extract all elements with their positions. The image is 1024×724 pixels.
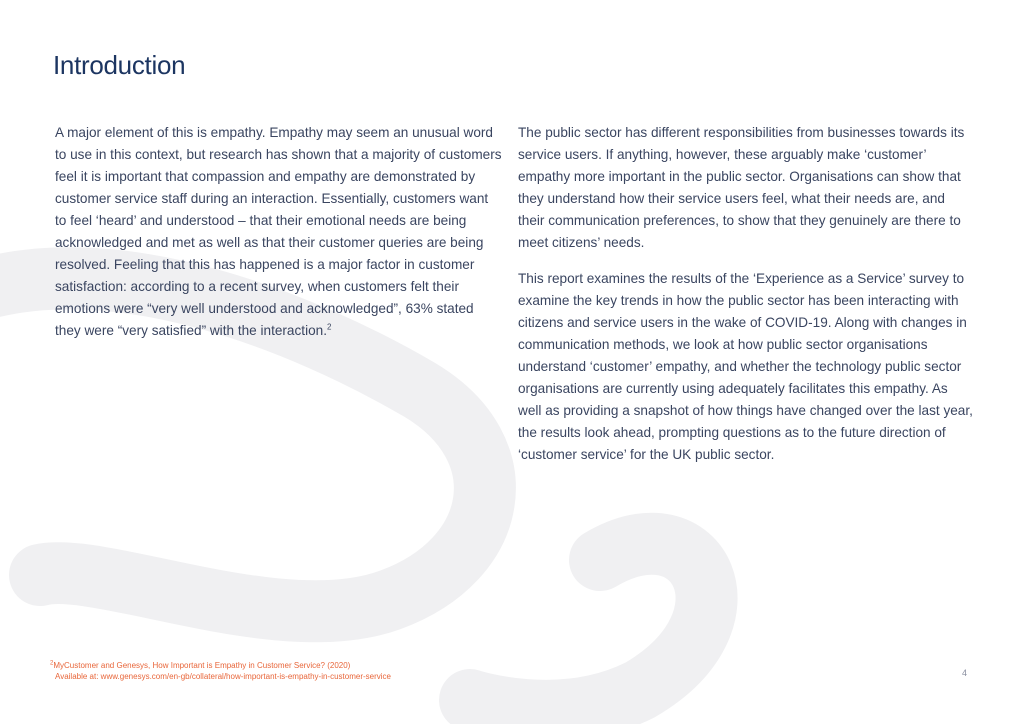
footnote [50, 660, 391, 682]
body-paragraph [55, 122, 503, 342]
body-paragraph: This report examines the results of the ‘Experience as a Service’ survey to examine the key trends in how the public sector has been interacting with citizens and service users in the wake of COVID-19. Along with changes in communication methods, we look at how public sector organisations understand ‘customer’ empathy, and whether the technology public sector organisations are currently using adequately facilitates this empathy. As well as providing a snapshot of how things have changed over the last year, the results look ahead, prompting questions as to the future direction of ‘customer service’ for the UK public sector. [518, 271, 973, 462]
page-number: 4 [962, 668, 968, 678]
left-column [55, 122, 503, 356]
page-title: Introduction [53, 50, 186, 80]
body-paragraph: The public sector has different responsibilities from businesses towards its service users. If anything, however, these arguably make ‘customer’ empathy more important in the public sector. Organisations can show that they understand how their service users feel, what their needs are, and their communication preferences, to show that they genuinely are there to meet citizens’ needs. [518, 125, 965, 250]
footnote-url[interactable]: Available at: www.genesys.com/en-gb/collateral/how-important-is-empathy-in-customer-service [55, 672, 391, 681]
footnote-number: 2 [50, 660, 54, 667]
footnote-reference[interactable]: 2 [327, 322, 332, 332]
footnote-citation: MyCustomer and Genesys, How Important is Empathy in Customer Service? (2020) [53, 661, 351, 670]
paragraph-text: A major element of this is empathy. Empathy may seem an unusual word to use in this context, but research has shown that a majority of customers feel it is important that compassion and empathy are demonstrated by customer service staff during an interaction. Essentially, customers want to feel ‘heard’ and understood – that their emotional needs are being acknowledged and met as well as that their customer queries are being resolved. Feeling that this has happened is a major factor in customer satisfaction: according to a recent survey, when customers felt their emotions were “very well understood and acknowledged”, 63% stated they were “very satisfied” with the interaction. [55, 125, 502, 338]
right-column [518, 122, 974, 480]
